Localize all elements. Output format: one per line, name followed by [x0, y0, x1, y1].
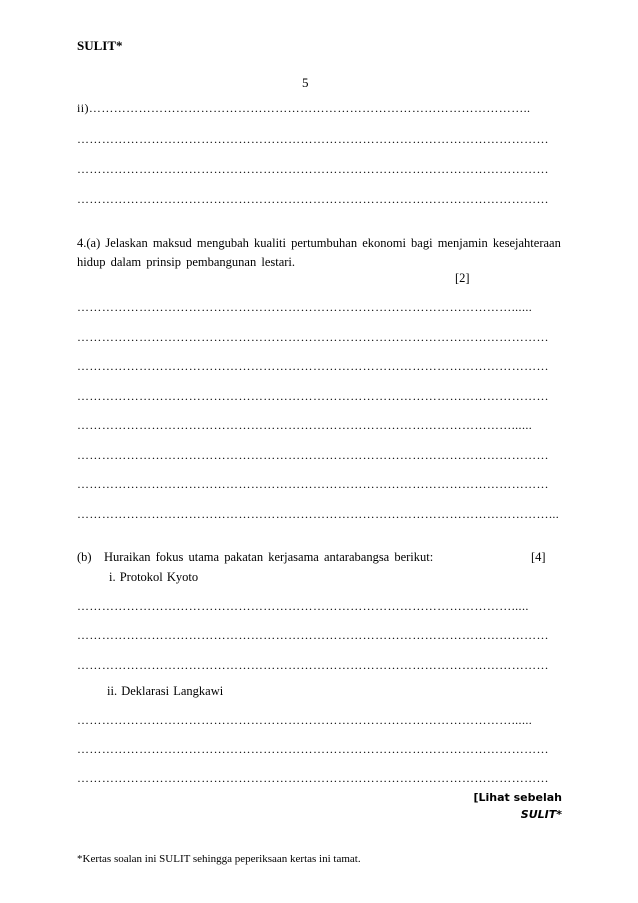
- answer-dot-line: ……………………………………………………………………………………………………: [77, 132, 549, 146]
- part-ii-first-line: ii)……………………………………………………………………………………………..: [77, 101, 531, 115]
- answer-dot-line: ……………………………………………………………………………………………......: [77, 418, 533, 432]
- confidentiality-note: *Kertas soalan ini SULIT sehingga peperiksaan kertas ini tamat.: [77, 853, 361, 865]
- question-4a-text: 4.(a) Jelaskan maksud mengubah kualiti pertumbuhan ekonomi bagi menjamin kesejahteraan: [77, 236, 561, 250]
- item-deklarasi-langkawi: ii. Deklarasi Langkawi: [107, 684, 224, 698]
- answer-dot-line: ……………………………………………………………………………………………………...: [77, 507, 560, 521]
- sulit-header: SULIT*: [77, 38, 123, 53]
- answer-dot-line: ……………………………………………………………………………………………………: [77, 742, 549, 756]
- page-number: 5: [302, 75, 309, 90]
- answer-dot-line: ……………………………………………………………………………………………………: [77, 162, 549, 176]
- question-4b-label: (b): [77, 550, 92, 564]
- answer-dot-line: ……………………………………………………………………………………………………: [77, 477, 549, 491]
- answer-dot-line: …………………………………………………………………………………………….....: [77, 599, 529, 613]
- item-protokol-kyoto: i. Protokol Kyoto: [109, 570, 199, 584]
- question-4b-marks: [4]: [531, 550, 546, 564]
- answer-dot-line: ……………………………………………………………………………………………......: [77, 300, 533, 314]
- answer-dot-line: ……………………………………………………………………………………………………: [77, 771, 549, 785]
- answer-dot-line: ……………………………………………………………………………………………………: [77, 389, 549, 403]
- question-4b-text: Huraikan fokus utama pakatan kerjasama antarabangsa berikut:: [104, 550, 434, 564]
- see-next-page-label: [Lihat sebelah: [473, 791, 562, 804]
- answer-dot-line: ……………………………………………………………………………………………………: [77, 359, 549, 373]
- answer-dot-line: ……………………………………………………………………………………………………: [77, 192, 549, 206]
- sulit-footer-label: SULIT*: [520, 808, 562, 821]
- answer-dot-line: ……………………………………………………………………………………………………: [77, 628, 549, 642]
- question-4a-text-continued: hidup dalam prinsip pembangunan lestari.: [77, 255, 296, 269]
- answer-dot-line: ……………………………………………………………………………………………………: [77, 448, 549, 462]
- answer-dot-line: ……………………………………………………………………………………………………: [77, 658, 549, 672]
- question-4a-marks: [2]: [455, 271, 470, 285]
- answer-dot-line: ……………………………………………………………………………………………......: [77, 713, 533, 727]
- answer-dot-line: ……………………………………………………………………………………………………: [77, 330, 549, 344]
